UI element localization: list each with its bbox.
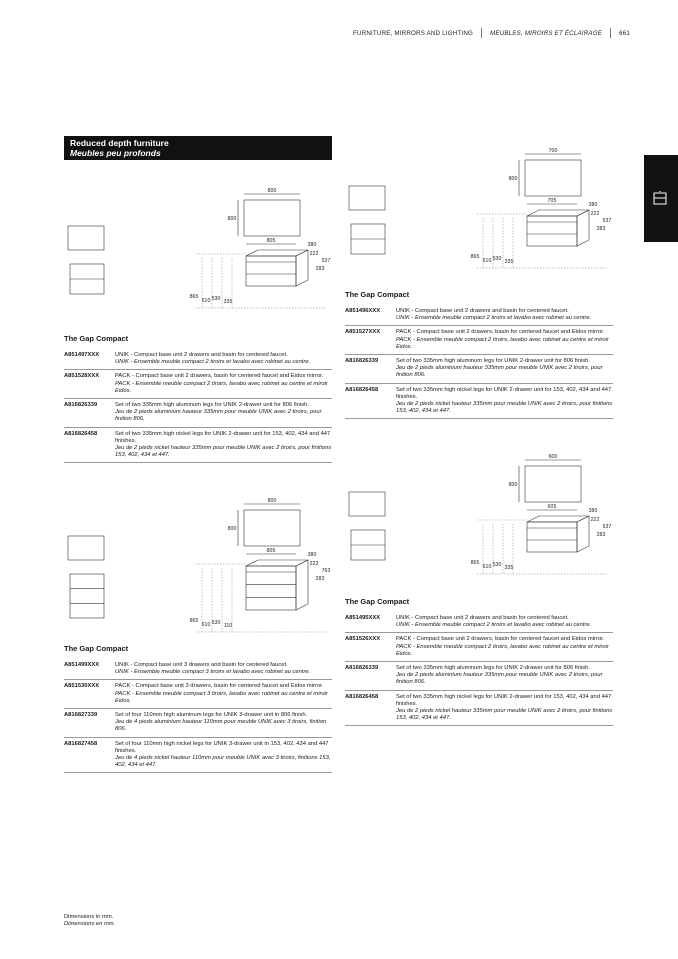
description-en: PACK - Compact base unit 2 drawers, basin for centered faucet and Eidos mirror. bbox=[396, 329, 605, 336]
mirror-elevation bbox=[244, 510, 300, 546]
dim-mirror-height: 800 bbox=[508, 482, 518, 488]
description-fr: Jeu de 4 pieds aluminium hauteur 110mm pour meuble UNIK avec 3 tiroirs, finition 806. bbox=[115, 719, 327, 733]
dim-depth-4: 283 bbox=[315, 266, 325, 272]
mirror-elevation bbox=[525, 160, 581, 196]
dim-height-total: 865 bbox=[189, 294, 199, 300]
product-code: A851528XXX bbox=[64, 373, 100, 380]
product-code: A851527XXX bbox=[345, 329, 381, 336]
product-row bbox=[345, 355, 613, 384]
dim-height-total: 865 bbox=[470, 560, 480, 566]
dim-depth-4: 283 bbox=[315, 576, 325, 582]
mirror-photo bbox=[68, 536, 104, 560]
dim-mirror-width: 800 bbox=[267, 188, 277, 194]
product-block-1 bbox=[64, 334, 332, 463]
description-fr: UNIK - Ensemble meuble compact 2 tiroirs et lavabo avec robinet au centre. bbox=[115, 359, 311, 366]
product-row bbox=[345, 305, 613, 326]
description-en: UNIK - Compact base unit 2 drawers and basin for centered faucet. bbox=[115, 352, 288, 358]
description-en: UNIK - Compact base unit 2 drawers and basin for centered faucet. bbox=[396, 615, 569, 621]
unit-top bbox=[527, 516, 589, 522]
mirror-photo bbox=[349, 186, 385, 210]
product-block-4 bbox=[345, 597, 613, 726]
dim-depth-3: 537 bbox=[321, 258, 331, 264]
dim-mirror-width: 600 bbox=[548, 454, 558, 460]
description-en: UNIK - Compact base unit 3 drawers and basin for centered faucet. bbox=[115, 662, 288, 668]
product-description bbox=[396, 636, 613, 658]
product-code: A851499XXX bbox=[64, 662, 100, 668]
description-fr: Jeu de 2 pieds aluminium hauteur 335mm pour meuble UNIK avec 2 tiroirs, pour finition 806. bbox=[115, 409, 322, 423]
product-row bbox=[345, 662, 613, 691]
description-fr: Jeu de 2 pieds nickel hauteur 335mm pour meuble UNIK avec 2 tiroirs, pour finitions 153, 402, 434 et 447. bbox=[396, 708, 613, 722]
product-code: A816827339 bbox=[64, 712, 98, 719]
dim-depth-4: 283 bbox=[596, 532, 606, 538]
dim-unit-depth: 380 bbox=[588, 508, 598, 514]
mirror-elevation bbox=[525, 466, 581, 502]
product-description bbox=[115, 662, 332, 676]
product-description bbox=[396, 329, 613, 351]
header-divider bbox=[610, 28, 611, 38]
product-description bbox=[396, 665, 613, 687]
description-en: Set of four 110mm high aluminum legs for UNIK 3-drawer unit in 806 finish. bbox=[115, 712, 308, 719]
dim-unit-depth: 380 bbox=[588, 202, 598, 208]
mirror-photo bbox=[349, 492, 385, 516]
dim-unit-width: 705 bbox=[547, 198, 557, 204]
section-title bbox=[64, 136, 332, 160]
unit-front bbox=[246, 256, 296, 286]
footer-note-en: Dimensions in mm. bbox=[64, 914, 114, 920]
product-title: The Gap Compact bbox=[345, 597, 410, 606]
product-illustration-3 bbox=[64, 496, 332, 641]
product-row bbox=[345, 384, 613, 420]
dim-mirror-width: 800 bbox=[267, 498, 277, 504]
dim-height-3: 530 bbox=[211, 296, 221, 302]
description-fr: PACK - Ensemble meuble compact 2 tiroirs, lavabo avec robinet au centre et miroir Eidos. bbox=[396, 643, 609, 657]
dimension-drawing bbox=[345, 452, 613, 592]
product-code: A816826339 bbox=[345, 665, 379, 672]
product-description bbox=[115, 352, 332, 366]
dim-depth-2: 222 bbox=[309, 251, 319, 257]
product-row bbox=[64, 709, 332, 738]
description-fr: Jeu de 2 pieds aluminium hauteur 335mm pour meuble UNIK avec 2 tiroirs, pour finition 806. bbox=[396, 672, 603, 686]
page-footer bbox=[64, 914, 115, 929]
section-title-fr: Meubles peu profonds bbox=[70, 148, 161, 158]
unit-photo bbox=[70, 574, 104, 618]
dim-depth-3: 537 bbox=[602, 524, 612, 530]
product-row bbox=[345, 326, 613, 355]
product-row bbox=[345, 691, 613, 727]
description-en: Set of two 335mm high nickel legs for UNIK 2-drawer unit for 153, 402, 434 and 447 finishes. bbox=[115, 430, 331, 444]
product-row bbox=[64, 428, 332, 464]
description-fr: Jeu de 2 pieds nickel hauteur 335mm pour meuble UNIK avec 2 tiroirs, pour finitions 153, 402, 434 et 447. bbox=[115, 445, 332, 459]
product-row bbox=[64, 349, 332, 370]
description-fr: Jeu de 2 pieds nickel hauteur 335mm pour meuble UNIK avec 2 tiroirs, pour finitions 153, 402, 434 et 447. bbox=[396, 401, 613, 415]
dim-height-3: 530 bbox=[211, 620, 221, 626]
product-code: A816826339 bbox=[64, 402, 98, 409]
product-description bbox=[396, 308, 613, 322]
product-illustration-4 bbox=[345, 452, 613, 597]
section-name-fr: MEUBLES, MIROIRS ET ÉCLAIRAGE bbox=[490, 29, 603, 37]
mirror-elevation bbox=[244, 200, 300, 236]
description-fr: Jeu de 4 pieds nickel hauteur 110mm pour meuble UNIK avec 3 tiroirs, finitions 153, 402, 434 et 447. bbox=[115, 755, 331, 769]
description-en: Set of two 335mm high aluminum legs for UNIK 2-drawer unit for 806 finish. bbox=[396, 665, 590, 672]
description-fr: PACK - Ensemble meuble compact 2 tiroirs, lavabo avec robinet au centre et miroir Eidos. bbox=[115, 380, 328, 394]
dim-depth-4: 283 bbox=[596, 226, 606, 232]
dim-depth-2: 222 bbox=[590, 211, 600, 217]
product-description bbox=[396, 358, 613, 380]
dim-unit-depth: 380 bbox=[307, 552, 317, 558]
description-en: UNIK - Compact base unit 2 drawers and basin for centered faucet. bbox=[396, 308, 569, 314]
header-divider bbox=[481, 28, 482, 38]
cabinet-icon bbox=[653, 191, 667, 205]
dimension-drawing bbox=[64, 496, 332, 636]
product-description bbox=[396, 694, 613, 723]
dim-height-4: 335 bbox=[223, 299, 233, 305]
product-code: A851495XXX bbox=[345, 615, 381, 621]
product-code: A816826458 bbox=[64, 430, 98, 437]
dim-height-2: 610 bbox=[482, 564, 492, 570]
dim-height-2: 610 bbox=[201, 298, 211, 304]
unit-front bbox=[527, 216, 577, 246]
dim-depth-3: 537 bbox=[602, 218, 612, 224]
dim-height-total: 865 bbox=[189, 618, 199, 624]
product-row bbox=[345, 612, 613, 633]
product-description bbox=[115, 402, 332, 424]
product-title: The Gap Compact bbox=[345, 290, 410, 299]
product-code: A851526XXX bbox=[345, 636, 381, 643]
dim-unit-width: 805 bbox=[266, 238, 276, 244]
unit-front bbox=[246, 566, 296, 610]
description-fr: PACK - Ensemble meuble compact 2 tiroirs, lavabo avec robinet au centre et miroir Eidos. bbox=[396, 336, 609, 350]
description-en: Set of two 335mm high aluminum legs for UNIK 2-drawer unit for 806 finish. bbox=[115, 402, 309, 409]
product-code: A816827458 bbox=[64, 740, 98, 747]
section-title-en: Reduced depth furniture bbox=[70, 138, 169, 148]
dimension-drawing bbox=[64, 186, 332, 326]
dim-height-total: 865 bbox=[470, 254, 480, 260]
dim-mirror-height: 800 bbox=[508, 176, 518, 182]
product-description bbox=[115, 741, 332, 770]
chapter-tab[interactable] bbox=[644, 155, 678, 242]
unit-top bbox=[246, 250, 308, 256]
product-description bbox=[396, 387, 613, 416]
description-fr: UNIK - Ensemble meuble compact 2 tiroirs et lavabo avec robinet au centre. bbox=[396, 315, 592, 322]
product-row bbox=[64, 370, 332, 399]
dim-unit-width: 805 bbox=[266, 548, 276, 554]
dim-height-4: 335 bbox=[504, 565, 514, 571]
product-description bbox=[115, 712, 332, 734]
dim-height-2: 610 bbox=[482, 258, 492, 264]
product-code: A851496XXX bbox=[345, 308, 381, 314]
dim-mirror-height: 800 bbox=[227, 526, 237, 532]
dim-height-4: 335 bbox=[504, 259, 514, 265]
description-en: Set of two 335mm high nickel legs for UNIK 2-drawer unit for 153, 402, 434 and 447 finishes. bbox=[396, 386, 612, 400]
product-description bbox=[115, 373, 332, 395]
section-name-en: FURNITURE, MIRRORS AND LIGHTING bbox=[353, 29, 474, 37]
page-header bbox=[353, 28, 630, 38]
product-block-3 bbox=[64, 644, 332, 773]
product-code: A816826458 bbox=[345, 386, 379, 393]
product-code: A851530XXX bbox=[64, 683, 100, 690]
product-illustration-2 bbox=[345, 146, 613, 291]
product-code: A816826339 bbox=[345, 358, 379, 365]
dim-mirror-height: 800 bbox=[227, 216, 237, 222]
unit-top bbox=[527, 210, 589, 216]
product-row bbox=[64, 659, 332, 680]
footer-note-fr: Dimensions en mm. bbox=[64, 921, 116, 928]
description-en: Set of two 335mm high aluminum legs for UNIK 2-drawer unit for 806 finish. bbox=[396, 358, 590, 365]
product-block-2 bbox=[345, 290, 613, 419]
description-en: Set of four 110mm high nickel legs for UNIK 3-drawer unit in 153, 402, 434 and 447 finishes. bbox=[115, 740, 329, 754]
description-fr: PACK - Ensemble meuble compact 3 tiroirs, lavabo avec robinet au centre et miroir Eidos. bbox=[115, 690, 328, 704]
unit-front bbox=[527, 522, 577, 552]
page-number: 661 bbox=[619, 29, 630, 37]
description-fr: UNIK - Ensemble meuble compact 3 tiroirs et lavabo avec robinet au centre. bbox=[115, 669, 311, 676]
product-code: A816826458 bbox=[345, 693, 379, 700]
product-row bbox=[64, 738, 332, 774]
dim-unit-depth: 380 bbox=[307, 242, 317, 248]
product-title: The Gap Compact bbox=[64, 334, 129, 343]
dim-height-3: 530 bbox=[492, 256, 502, 262]
description-en: PACK - Compact base unit 2 drawers, basin for centered faucet and Eidos mirror. bbox=[115, 373, 324, 380]
product-row bbox=[64, 399, 332, 428]
product-description bbox=[115, 683, 332, 705]
description-en: PACK - Compact base unit 2 drawers, basin for centered faucet and Eidos mirror. bbox=[396, 636, 605, 643]
description-en: PACK - Compact base unit 3 drawers, basin for centered faucet and Eidos mirror. bbox=[115, 683, 324, 690]
dim-height-3: 530 bbox=[492, 562, 502, 568]
product-illustration-1 bbox=[64, 186, 332, 331]
product-description bbox=[115, 431, 332, 460]
product-description bbox=[396, 615, 613, 629]
unit-top bbox=[246, 560, 308, 566]
product-code: A851497XXX bbox=[64, 352, 100, 358]
dimension-drawing bbox=[345, 146, 613, 286]
dim-height-4: 110 bbox=[223, 623, 233, 629]
dim-depth-2: 222 bbox=[590, 517, 600, 523]
product-row bbox=[64, 680, 332, 709]
description-fr: UNIK - Ensemble meuble compact 2 tiroirs et lavabo avec robinet au centre. bbox=[396, 622, 592, 629]
mirror-photo bbox=[68, 226, 104, 250]
dim-depth-2: 222 bbox=[309, 561, 319, 567]
description-en: Set of two 335mm high nickel legs for UNIK 2-drawer unit for 153, 402, 434 and 447 finishes. bbox=[396, 693, 612, 707]
product-row bbox=[345, 633, 613, 662]
description-fr: Jeu de 2 pieds aluminium hauteur 335mm pour meuble UNIK avec 2 tiroirs, pour finition 806. bbox=[396, 365, 603, 379]
dim-height-2: 610 bbox=[201, 622, 211, 628]
dim-mirror-width: 700 bbox=[548, 148, 558, 154]
product-title: The Gap Compact bbox=[64, 644, 129, 653]
dim-unit-width: 605 bbox=[547, 504, 557, 510]
dim-depth-3: 763 bbox=[321, 568, 331, 574]
